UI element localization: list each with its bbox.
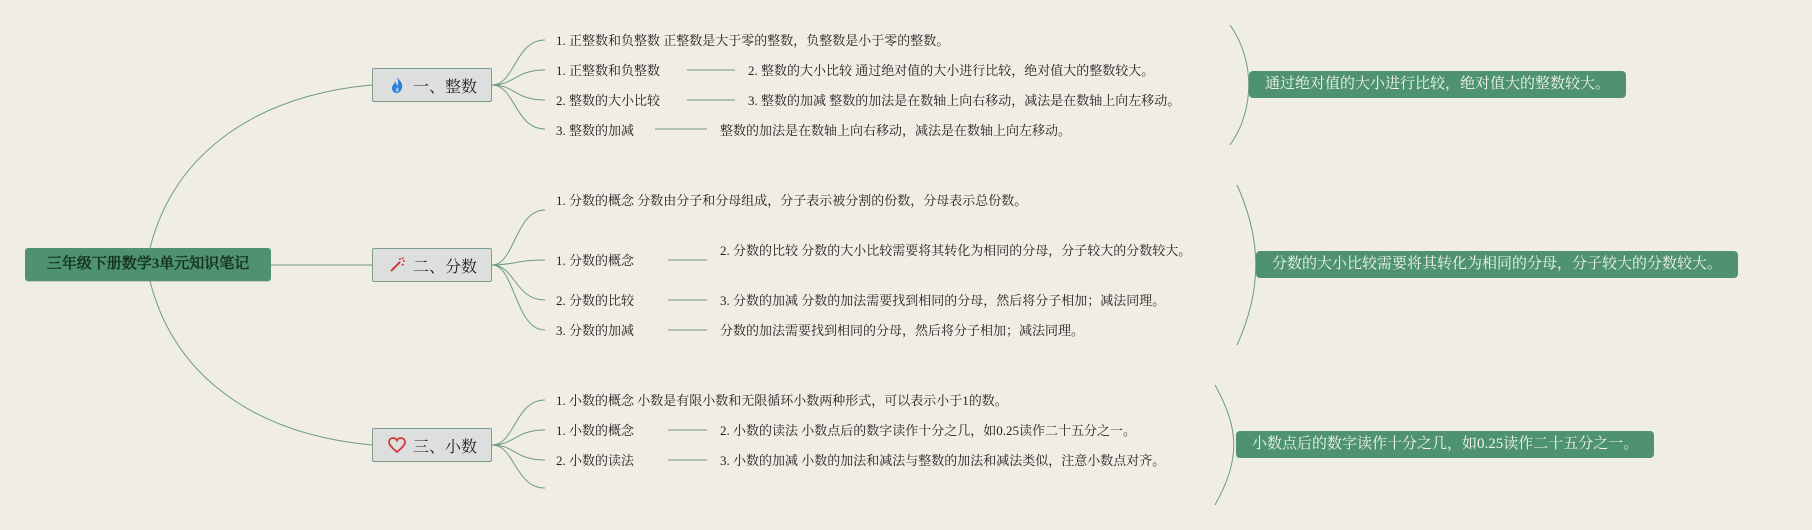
connector-b2-item-4 <box>492 265 545 330</box>
branch-decimals[interactable] <box>372 428 492 462</box>
connector-b3-item-1 <box>492 400 545 445</box>
connector-b3-item-4 <box>492 445 545 488</box>
connector-b1-item-1 <box>492 40 545 85</box>
branch-fractions[interactable] <box>372 248 492 282</box>
list-item: 1. 分数的概念 分数由分子和分母组成，分子表示被分割的份数，分母表示总份数。 <box>556 193 1028 208</box>
list-item: 1. 分数的概念 <box>556 253 635 268</box>
branch-label: 三、小数 <box>412 438 477 456</box>
list-item: 3. 小数的加减 小数的加法和减法与整数的加法和减法类似，注意小数点对齐。 <box>720 453 1166 468</box>
list-item: 3. 分数的加减 <box>556 323 635 338</box>
summary-integers: 通过绝对值的大小进行比较，绝对值大的整数较大。 <box>1249 71 1626 98</box>
list-item: 3. 整数的加减 整数的加法是在数轴上向右移动，减法是在数轴上向左移动。 <box>748 93 1181 108</box>
list-item: 1. 正整数和负整数 正整数是大于零的整数，负整数是小于零的整数。 <box>556 33 950 48</box>
list-item: 2. 分数的比较 <box>556 293 635 308</box>
list-item: 3. 分数的加减 分数的加法需要找到相同的分母，然后将分子相加；减法同理。 <box>720 293 1166 308</box>
connector-root-branch-1 <box>150 85 372 248</box>
connector-b2-item-3 <box>492 265 545 300</box>
summary-brace-2 <box>1237 185 1256 345</box>
list-item: 2. 分数的比较 分数的大小比较需要将其转化为相同的分母，分子较大的分数较大。 <box>720 243 1192 258</box>
summary-decimals: 小数点后的数字读作十分之几，如0.25读作二十五分之一。 <box>1236 431 1654 458</box>
branch-label: 一、整数 <box>412 78 477 96</box>
branch-label: 二、分数 <box>412 258 477 276</box>
list-item: 3. 整数的加减 <box>556 123 635 138</box>
magic-wand-icon <box>387 255 407 275</box>
summary-brace-3 <box>1215 385 1234 505</box>
list-item: 2. 小数的读法 小数点后的数字读作十分之几，如0.25读作二十五分之一。 <box>720 423 1137 438</box>
list-item: 分数的加法需要找到相同的分母，然后将分子相加；减法同理。 <box>720 323 1085 338</box>
list-item: 2. 整数的大小比较 通过绝对值的大小进行比较，绝对值大的整数较大。 <box>748 63 1155 78</box>
list-item: 整数的加法是在数轴上向右移动，减法是在数轴上向左移动。 <box>720 123 1072 138</box>
list-item: 1. 正整数和负整数 <box>556 63 661 78</box>
list-item: 2. 小数的读法 <box>556 453 635 468</box>
flame-icon <box>387 75 407 95</box>
connector-b2-item-1 <box>492 210 545 265</box>
summary-fractions: 分数的大小比较需要将其转化为相同的分母，分子较大的分数较大。 <box>1256 251 1738 278</box>
summary-brace-1 <box>1230 25 1249 145</box>
root-node[interactable]: 三年级下册数学3单元知识笔记 <box>25 248 271 281</box>
list-item: 1. 小数的概念 小数是有限小数和无限循环小数两种形式，可以表示小于1的数。 <box>556 393 1008 408</box>
list-item: 1. 小数的概念 <box>556 423 635 438</box>
heart-icon <box>387 435 407 455</box>
branch-integers[interactable] <box>372 68 492 102</box>
list-item: 2. 整数的大小比较 <box>556 93 661 108</box>
connector-root-branch-3 <box>150 281 372 445</box>
connector-b1-item-4 <box>492 85 545 129</box>
